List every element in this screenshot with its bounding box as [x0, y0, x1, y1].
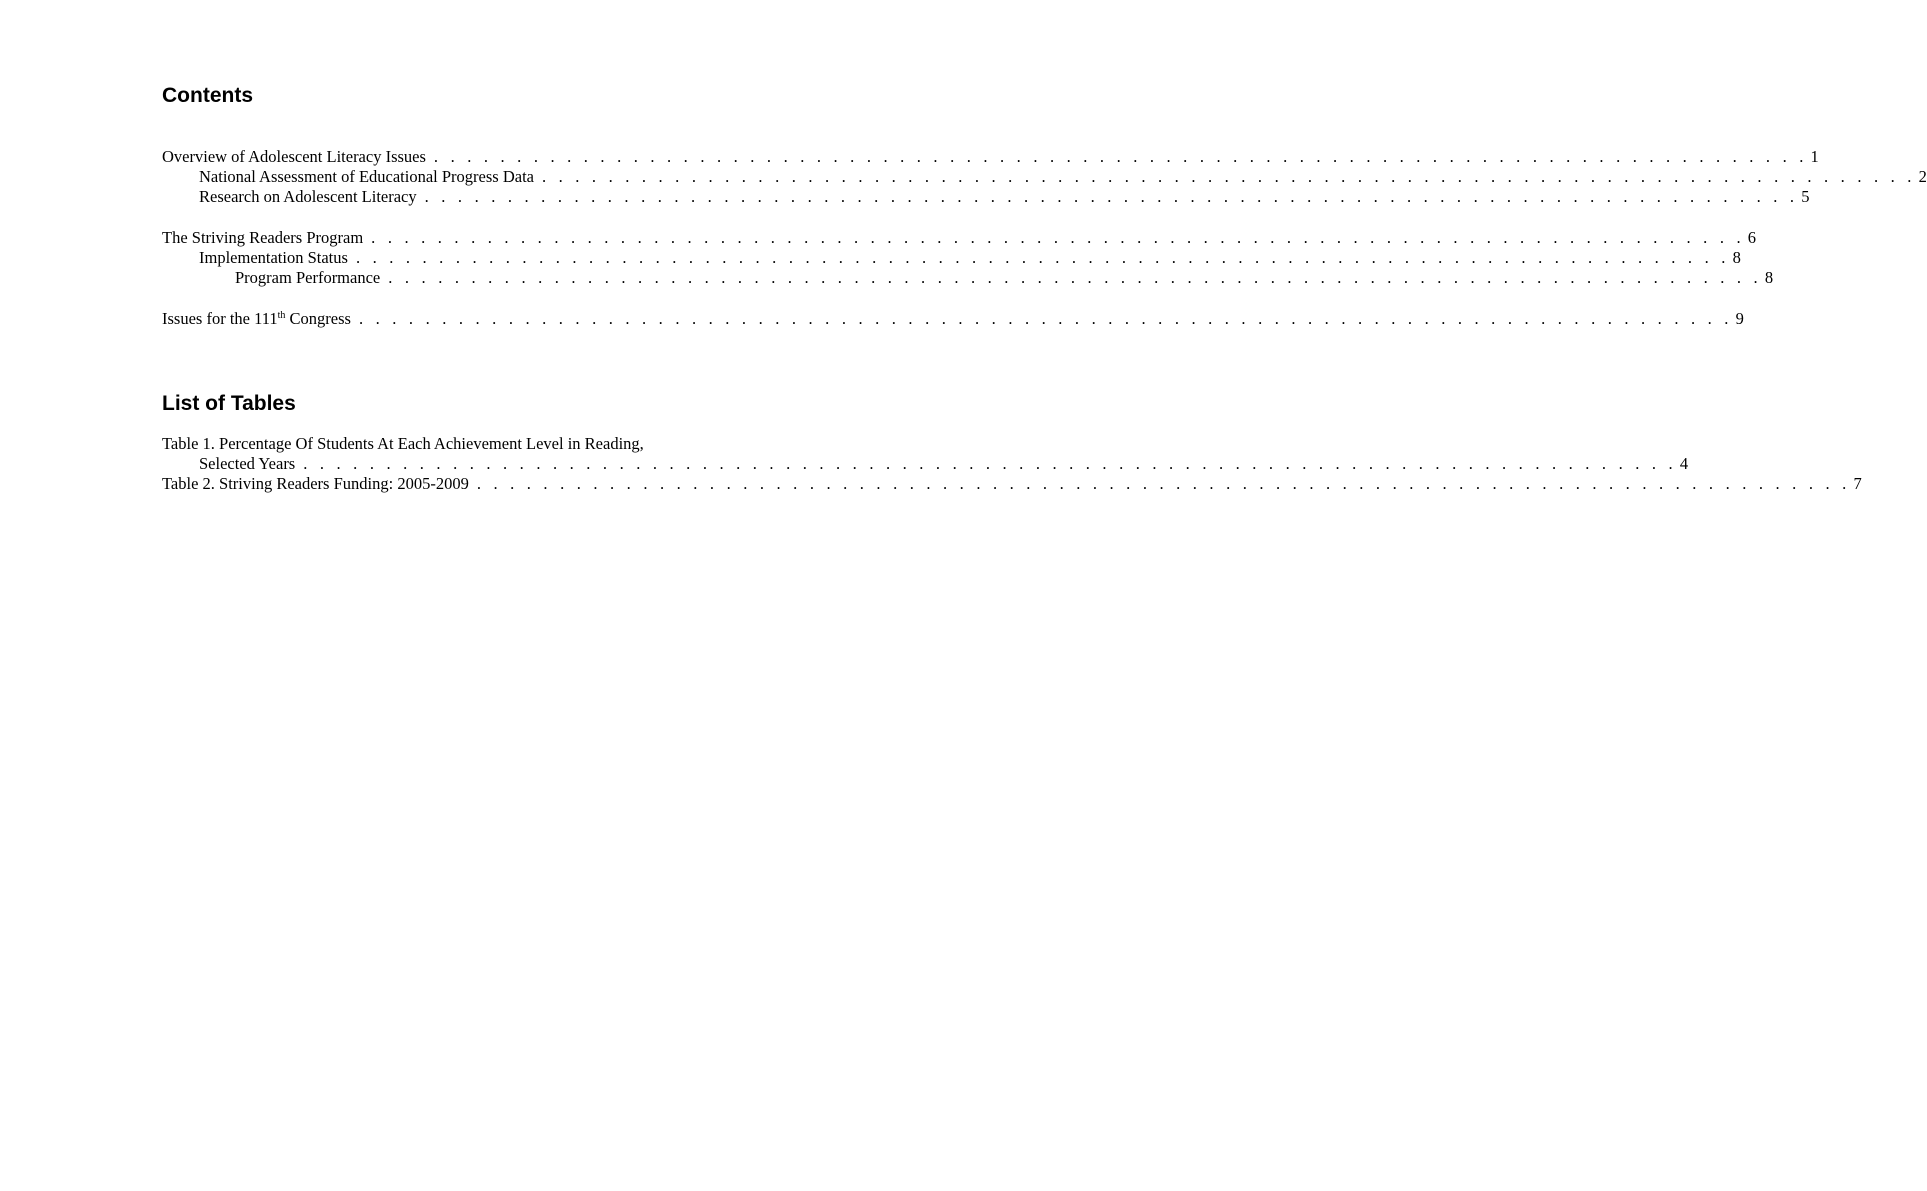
toc-entry-page: 8	[1764, 268, 1774, 287]
toc-entry-page: 2	[1918, 167, 1927, 186]
toc-entry-page: 8	[1732, 248, 1741, 267]
table-entry-1[interactable]	[199, 454, 1689, 474]
table-entry-page: 7	[1853, 474, 1862, 493]
title-part: Issues for the 111	[162, 309, 278, 328]
table-entry-1-line1[interactable]: Table 1. Percentage Of Students At Each Achievement Level in Reading,	[162, 434, 644, 453]
toc-entry-page: 6	[1747, 228, 1757, 247]
toc-entry-page: 9	[1735, 309, 1744, 328]
title-part: Congress	[285, 309, 351, 328]
dot-leader: . . . . . . . . . . . . . . . . . . . . . . . . . . . . . . . . . . . . . . . . . . . . . . . . . . . . . . . . . . . . . . . . . . . . . . . . . . . . . . . . . . .	[303, 454, 1677, 473]
toc-entry-page: 5	[1801, 187, 1810, 206]
toc-entry-page: 1	[1810, 147, 1819, 166]
toc-entry-overview[interactable]	[162, 147, 1819, 167]
toc-entry-title: Implementation Status	[199, 248, 348, 267]
list-of-tables-heading: List of Tables	[162, 392, 296, 415]
toc-entry-title: National Assessment of Educational Progress Data	[199, 167, 534, 186]
toc-entry-title: Overview of Adolescent Literacy Issues	[162, 147, 426, 166]
toc-entry-title	[162, 309, 351, 329]
toc-entry-striving-readers[interactable]	[162, 228, 1757, 248]
dot-leader: . . . . . . . . . . . . . . . . . . . . . . . . . . . . . . . . . . . . . . . . . . . . . . . . . . . . . . . . . . . . . . . . . . . . . . . . . . . . . . . . . . .	[388, 268, 1762, 287]
toc-entry-implementation[interactable]	[199, 248, 1741, 268]
dot-leader: . . . . . . . . . . . . . . . . . . . . . . . . . . . . . . . . . . . . . . . . . . . . . . . . . . . . . . . . . . . . . . . . . . . . . . . . . . . . . . . . . . .	[358, 309, 1733, 328]
toc-entry-naep-data[interactable]	[199, 167, 1927, 187]
toc-entry-issues-congress[interactable]	[162, 309, 1744, 329]
table-entry-title: Table 2. Striving Readers Funding: 2005-2009	[162, 474, 469, 493]
toc-entry-research[interactable]	[199, 187, 1810, 207]
dot-leader: . . . . . . . . . . . . . . . . . . . . . . . . . . . . . . . . . . . . . . . . . . . . . . . . . . . . . . . . . . . . . . . . . . . . . . . . . . . . . . . . . . .	[433, 147, 1808, 166]
ordinal-suffix: th	[277, 310, 286, 321]
dot-leader: . . . . . . . . . . . . . . . . . . . . . . . . . . . . . . . . . . . . . . . . . . . . . . . . . . . . . . . . . . . . . . . . . . . . . . . . . . . . . . . . . . .	[476, 474, 1851, 493]
dot-leader: . . . . . . . . . . . . . . . . . . . . . . . . . . . . . . . . . . . . . . . . . . . . . . . . . . . . . . . . . . . . . . . . . . . . . . . . . . . . . . . . . . .	[355, 248, 1730, 267]
toc-entry-title: Program Performance	[235, 268, 381, 287]
toc-entry-title: Research on Adolescent Literacy	[199, 187, 417, 206]
toc-entry-performance[interactable]	[235, 268, 1774, 288]
table-entry-page: 4	[1679, 454, 1689, 473]
dot-leader: . . . . . . . . . . . . . . . . . . . . . . . . . . . . . . . . . . . . . . . . . . . . . . . . . . . . . . . . . . . . . . . . . . . . . . . . . . . . . . . . . . .	[541, 167, 1916, 186]
table-entry-2[interactable]	[162, 474, 1862, 494]
dot-leader: . . . . . . . . . . . . . . . . . . . . . . . . . . . . . . . . . . . . . . . . . . . . . . . . . . . . . . . . . . . . . . . . . . . . . . . . . . . . . . . . . . .	[424, 187, 1799, 206]
toc-entry-title: The Striving Readers Program	[162, 228, 364, 247]
table-entry-title: Selected Years	[199, 454, 296, 473]
contents-heading: Contents	[162, 84, 253, 107]
dot-leader: . . . . . . . . . . . . . . . . . . . . . . . . . . . . . . . . . . . . . . . . . . . . . . . . . . . . . . . . . . . . . . . . . . . . . . . . . . . . . . . . . . .	[371, 228, 1745, 247]
